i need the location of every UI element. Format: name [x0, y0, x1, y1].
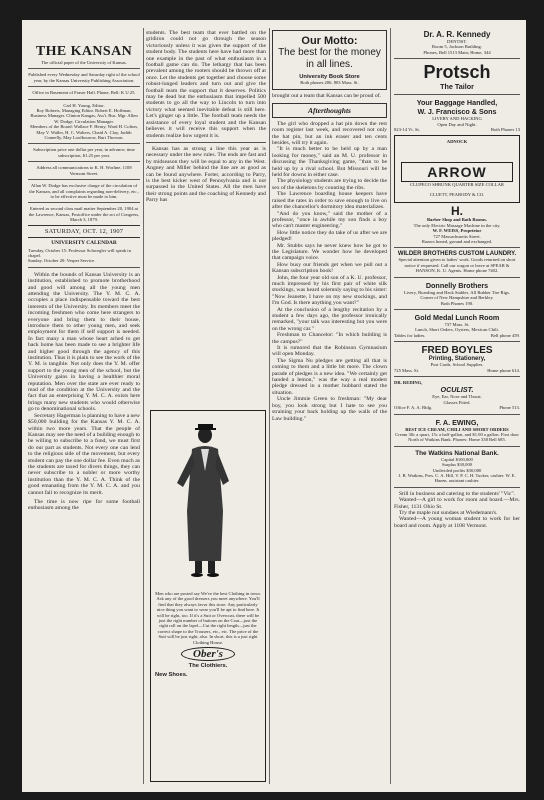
- kansas-line-article: Kansas has as strong a line this year as is necessary under the new rules. The ends are fast and by midseason they will be equal to any in the West. Angney and Miller behind the line are as good as can be found anywhere. Forter, according to Parry, is the best kicker west of Pennsylvania and is not surpassed in the United States. All the men have their strong points and the coaching of Kennedy and Parry has: [146, 145, 266, 204]
- staff-board: Members of the Board: Wallace F. Henry, Ward H. Colton, May V. Waller, H. C. Walters, Chaid A. Clay, Judith Connelly, May Loofbourow, Burt Thorson.: [30, 124, 138, 141]
- ewing-text: Cream 30c a quart, 15c a half-gallon, and $1.00 a gallon. First door North of Watkins Bank. Phones: Home 338 Bell 685.: [395, 431, 519, 443]
- watkins-undivided: Undivided profits $30,000: [432, 467, 482, 473]
- column-afterthoughts: [272, 30, 387, 782]
- dentist-title: DENTIST.: [447, 39, 467, 44]
- afterthought-item: Mr. Stubbs says he never knew how he got to the Legislature. We wonder how he developed that campaign voice.: [272, 242, 387, 262]
- arrow-maker: CLUETT, PEABODY & CO.: [429, 192, 485, 198]
- circulation-notice: Allan W. Dodge has exclusive charge of the circulation of the Kansan, and all complaints regarding non-delivery, etc., to be effective must be made to him.: [29, 183, 139, 199]
- reding-glasses: Glasses Fitted.: [443, 399, 471, 405]
- afterthoughts-heading: Afterthoughts: [272, 103, 387, 118]
- staff-managers: Roy Roberts, Managing Editor. Robert E. Hoffman, Business Manager. Clinton Kangas, Ass't. Bus. Mgr. Allen W. Dodge, Circulation Manager.: [30, 108, 138, 124]
- barber-initials: H.: [451, 204, 463, 219]
- motto-body: The best for the money in all lines.: [278, 47, 381, 70]
- issue-date: SATURDAY, OCT. 12, 1907: [44, 227, 124, 235]
- gold-medal-tables: Tables for ladies.: [394, 332, 426, 338]
- ewing-line: BEST ICE CREAM, CHILI AND SHORT ORDERS: [405, 426, 509, 432]
- boyles-address: 725 Mass. St.: [394, 367, 420, 373]
- gold-medal-phone: Bell phone 459.: [490, 332, 520, 338]
- arrow-sub: CLUPECO SHRUNK QUARTER SIZE COLLAR: [410, 182, 504, 188]
- reding-name: DR. REDING,: [394, 379, 423, 385]
- boyles-items: Post Cards, School Supplies.: [430, 362, 484, 368]
- dentist-address: Room 5, Jackson Building.: [432, 44, 482, 50]
- afterthought-item: Freshman to Chancelor: "In which building is the campus?": [272, 332, 387, 345]
- staff-editor: Carl H. Young, Editor.: [63, 102, 105, 108]
- francisco-contact: [394, 127, 520, 132]
- masthead-title: THE KANSAN: [35, 44, 133, 59]
- baggage-heading: Your Baggage Handled,: [416, 98, 498, 108]
- barber-note: The only Electric Massage Machine in the city.: [413, 222, 501, 228]
- calendar-entry: Sunday, October 20: Vesper Service.: [28, 258, 96, 264]
- ymca-article-continued: Secretary Hagerman is planning to have a new $50,000 building for the Kansas Y. M. C. A. within two more years. That the people of Kansas may see the need of a building enough to be willing to subscribe to a fund, we must first do our part as students. Not every one can lend to the religious side of the movement, but every student can pay the one dollar fee. Even much as the students are taxed for divers things, they can never subscribe to a nobler or more worthy institution than the Y. M. C. A. Think of the good emanating from the Y. M. C. A. and you cannot fail to recognize its merit.: [28, 412, 140, 496]
- column-rule: [390, 28, 391, 784]
- motto-ad: [272, 30, 387, 90]
- afterthought-item: How busy our friends get when we pull out a Kansan subscription book!: [272, 261, 387, 275]
- gold-medal-name: Gold Medal Lunch Room: [414, 312, 500, 322]
- classified-ad: Try the maple nut sundaes at Wiedemann's.: [399, 510, 498, 517]
- barber-extra: Razors honed, ground and exchanged.: [421, 239, 493, 245]
- afterthought-item: At the conclusion of a lengthy recitation by a student a few days ago, the professor ironically remarked, "your talk was interesting but you were on the wrong car.": [272, 306, 387, 332]
- motto-title: Our Motto:: [301, 35, 358, 47]
- masthead-published: Published every Wednesday and Saturday right of the school year, by the Kansas University Publishing Association.: [28, 72, 140, 83]
- arrow-word: ARROW: [401, 162, 513, 182]
- afterthought-item: John, the four year old son of a K. U. professor, much impressed by his first pair of white silk stockings, was heard solemnly saying to his sister: "Now Jeanette, I have on my new stockings, and I'm God. Is there anything you want?": [272, 274, 387, 307]
- reding-footer: [394, 405, 520, 410]
- arrow-collar-ad: [394, 135, 520, 203]
- afterthought-item: The girl who dropped a hat pin down the rest room register last week, and recovered not only the hat pin, but an ink eraser and ten cents besides, will try it again.: [272, 120, 387, 147]
- gold-medal-address: 737 Mass. St.: [444, 321, 470, 327]
- boyles-phone: Home phone 614.: [487, 367, 520, 373]
- watkins-name: The Watkins National Bank.: [415, 449, 499, 457]
- francisco-hours: Open Day and Night.: [437, 121, 477, 127]
- donnelly-name: Donnelly Brothers: [425, 280, 489, 290]
- football-article-start: The time is now ripe for some football enthusiasm among the: [28, 498, 140, 512]
- ymca-article: Within the bounds of Kansas University is an institution, established to promote brotherhood and good will among all the young men attending the University. The Y. M. C. A. occupies a place indispensable toward the best interests of the University. Its members meet the incoming freshmen who come here strangers to everyone and bring them to their house, introduce them to other young men, and seek employment for them if self support is needed. In fact many a man whose heart ached to get back home has been made to see a brighter life and higher good through the agency of this institution. Thus it is plain to see the work of the Y. M. is tangible. Not only does the Y. M. offer support to the young men of the school, but the University gains in having a healthier moral reputation. Men over the state are ever ready to read of the condition at the University and the fact that an enterprising Y. M. C. A. exists here brings many new students who would otherwise go to denominational schools.: [28, 271, 140, 413]
- reding-title: OCULIST.: [440, 385, 474, 395]
- classified-ad: Wanted—A girl to work for room and board.—Mrs. Fisher, 1131 Ohio St.: [394, 497, 520, 510]
- donnelly-phones: Both Phones 190.: [440, 300, 474, 306]
- clothier-tagline: The Clothiers.: [188, 663, 228, 670]
- afterthought-item: How little notice they do take of us after we are pledged!: [272, 229, 387, 243]
- afterthought-item: "And do you know," said the mother of a professor, "once in awhile my son finds a boy who can't master engineering.": [272, 210, 387, 230]
- protsch-name: Protsch: [423, 62, 491, 83]
- newspaper-page: [22, 20, 526, 792]
- barber-address: 727 Massachusetts Street.: [433, 233, 481, 239]
- afterthought-item: The physiology students are trying to decide the sex of the skeletons by counting the ribs.: [272, 178, 387, 191]
- arrow-brand: ADNOCK: [446, 139, 468, 145]
- francisco-phones: Both Phones 13: [490, 127, 520, 133]
- barber-proprietor: W. F. WEISS, Proprietor: [432, 228, 482, 234]
- gold-medal-text: Lunch, Short Orders, Oysters, Mexican Chili.: [415, 327, 499, 333]
- dentist-phones: Phones, Bell 1513 Main; Home, 344: [423, 49, 491, 55]
- francisco-services: LIVERY AND HACKING: [432, 116, 482, 122]
- calendar-entry: Tuesday, October 15: Professor Schwegler will speak in chapel.: [28, 247, 131, 258]
- boyles-footer: [394, 368, 520, 373]
- calendar-title: UNIVERSITY CALENDAR: [51, 239, 117, 246]
- subscription-price: Subscription price one dollar per year, in advance; time subscription, $1.25 per year.: [33, 147, 135, 158]
- address-notice: Address all communications to K. H. Worline, 1108 Vermont Street.: [36, 165, 132, 176]
- laundry-text: Special attention given to ladies' work. Goods returned on short notice if requested. Call our wagon or leave at SPEAR & HANSON, K. U. Agents. Home phone 7402.: [398, 257, 516, 274]
- bookstore-phones: Both phones 206. 803 Mass. St.: [300, 80, 359, 85]
- laundry-name: WILDER BROTHERS CUSTOM LAUNDRY.: [397, 251, 517, 258]
- donnelly-corner: Corner of New Hampshire and Berkley.: [420, 295, 494, 301]
- afterthought-item: The Lawrence boarding house keepers have raised the rates in order to save enough to live on after the chancellor's dormitory idea materializes.: [272, 191, 387, 211]
- protsch-subtitle: The Tailor: [440, 82, 474, 92]
- francisco-firm: W. J. Francisco & Sons: [417, 107, 497, 117]
- ewing-name: F. A. EWING,: [435, 417, 479, 427]
- column-masthead: [28, 30, 140, 782]
- gold-medal-footer: [394, 333, 520, 338]
- boyles-name: FRED BOYLES: [421, 345, 493, 357]
- reding-phone: Phone 513.: [499, 405, 520, 411]
- donnelly-text: Livery, Boarding and Hack Stables. All Rubber Tire Rigs.: [403, 289, 511, 295]
- column-rule: [143, 28, 144, 784]
- afterthought-item: The Sigma Nu pledges are getting all that is coming to them and a little bit more. The clown parade of pledges is a new idea. "We certainly get handed a lemon," was the way a real modest pledge dressed in a mother hubbard stated the situation.: [272, 357, 387, 396]
- column-advertisements: [394, 30, 520, 782]
- classified-ad: Still in business and catering to the students' "Vic".: [399, 490, 516, 497]
- clothier-ad: [150, 410, 266, 782]
- clothier-shoes: New Shoes.: [155, 672, 188, 679]
- reding-office: Office F. A. A. Bldg.: [394, 405, 433, 411]
- watkins-surplus: Surplus $30,000: [441, 462, 473, 468]
- football-article: students. The best team that ever battled on the gridiron could not go through the season victoriously unless it was given the support of the student body. The students here have had more than one example in the past of what enthusiasm in a football game can do. The lethargy that has been prevalent among the rooters should be thrown off at once. Let the students get together and choose some robust-lunged leaders and turn out and give the football team the support that it deserves. Politics may be dead but the enthusiasm that impelled 500 students to go all the way to Lincoln to turn into victory what seemed inevitable defeat is still here. Let's ginger up a little. The football team needs the assistance of every loyal student and the Kansan believes it will receive this support when the students realize how urgent it is.: [146, 30, 266, 139]
- watkins-capital: Capital $100,000: [441, 456, 473, 462]
- afterthought-item: Uncle Jimmie Green to freshman: "My dear boy, you look strong but I hate to see you straining your back holding up the walls of the Law building.": [272, 396, 387, 422]
- classified-ad: Wanted—A young woman student to work for her board and room. Apply at 1108 Vermont.: [394, 516, 520, 529]
- masthead-subtitle: The official paper of the University of Kansas.: [41, 60, 127, 65]
- barber-title: Barber Shop and Bath Rooms.: [426, 217, 488, 223]
- boyles-sub: Printing, Stationery,: [428, 356, 486, 363]
- dentist-name: Dr. A. R. Kennedy: [423, 30, 491, 39]
- watkins-officers: J. B. Watkins, Pres. C. A. Hill, V. P. C. H. Tucker, cashier. W. E. Hazen, assistant cashier.: [398, 473, 516, 484]
- masthead-office: Office in Basement of Fraser Hall. Phone, Bell: K U 25.: [32, 90, 136, 96]
- column-rule: [269, 28, 270, 784]
- afterthought-item: It is rumored that the Robinson Gymnasium will open Monday.: [272, 345, 387, 358]
- clothier-ad-text: Men who are posted say We've the best Clothing in town. Ask any of the good dressers you meet anywhere. You'll find that they always favor this store. Any particularly nice thing you want to wear you'll be apt to find here. It will be right, too. If it's a Suit or Overcoat, there will be just the right number of buttons on the Coat—just the right roll on the lapel—Cut the right length—just the correct shape to the Trousers, etc., etc. The price of the Suit will be just right, also. In short, this is a just right Clothing House.: [155, 591, 261, 645]
- entry-notice: Entered as second class mail matter September 20, 1904 at the Lawrence, Kansas, Postoffice under the act of Congress, March 3, 1879.: [28, 206, 140, 223]
- reding-spec: Eye, Ear, Nose and Throat.: [432, 394, 482, 400]
- clothier-figure-illustration: [151, 411, 263, 586]
- obers-logo: Ober's: [181, 647, 235, 661]
- intro-text: brought out a team that Kansas can be proud of.: [272, 93, 381, 100]
- francisco-address: 823-14 Vt. St.: [394, 127, 420, 133]
- bookstore-name: University Book Store: [299, 74, 360, 80]
- afterthought-item: "It is much better to be held up by a man looking for money," said an M. U. professor in discussing the Thanksgiving game, "than to be held up by a rival school. But Missouri will be held for downs in either case.: [272, 146, 387, 179]
